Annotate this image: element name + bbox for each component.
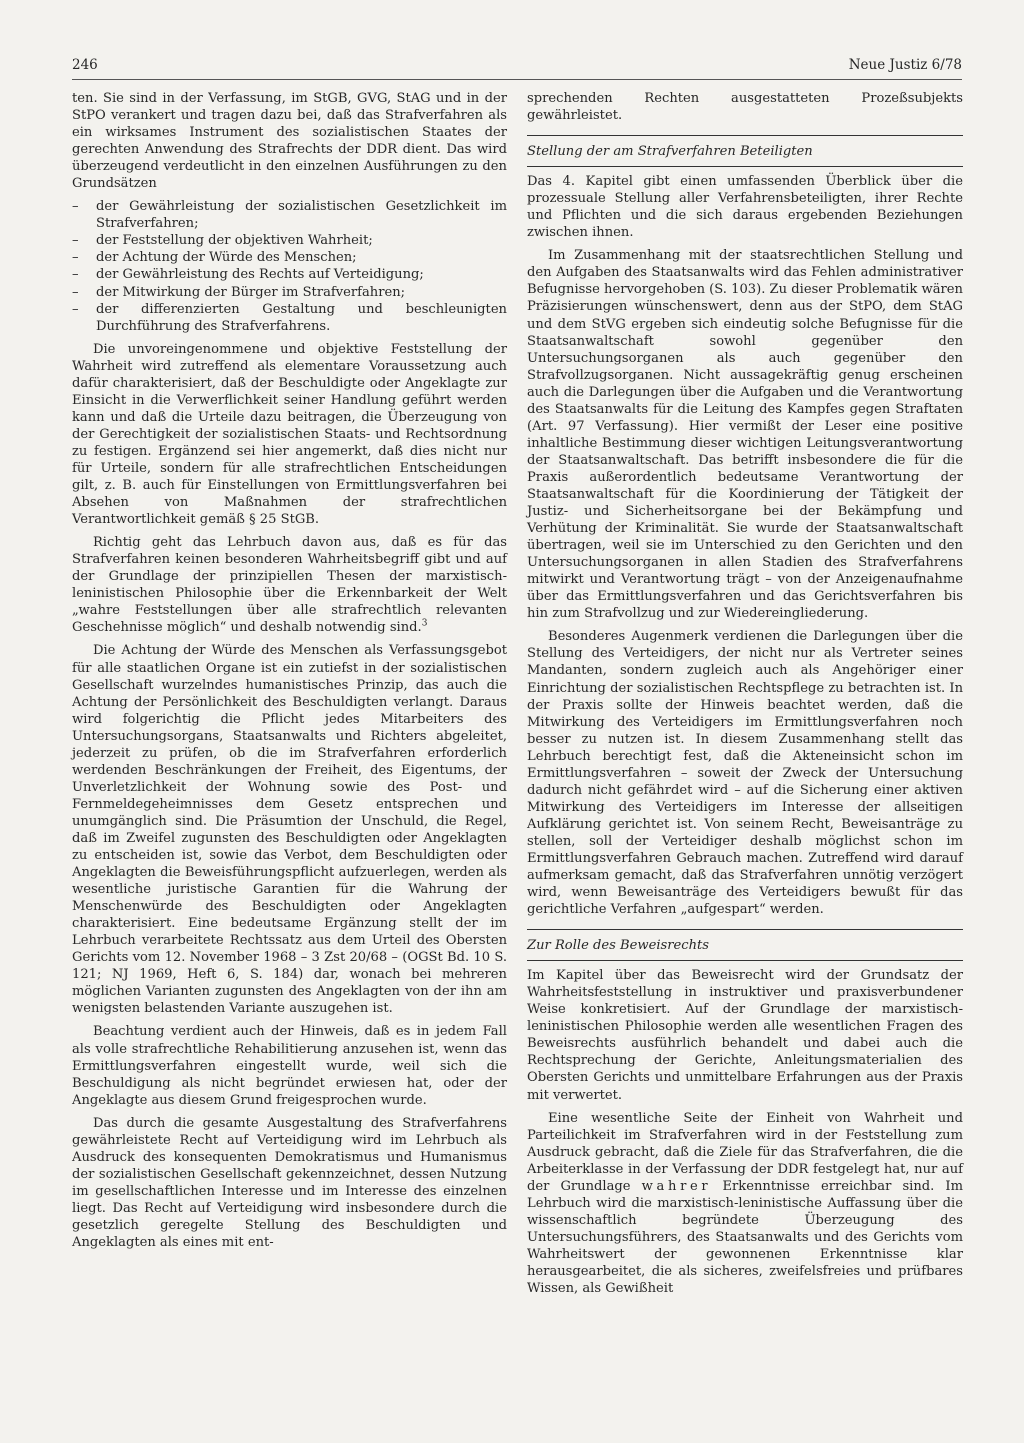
- list-item: – der differenzierten Gestaltung und beschleunigten Durchführung des Strafverfahrens.: [72, 301, 507, 334]
- paragraph: Besonderes Augenmerk verdienen die Darlegungen über die Stellung des Verteidigers, der nicht nur als Vertreter seines Mandanten, sondern zugleich auch als Angehöriger einer Einrichtung der sozialistischen Rechtspflege zu betrachten ist. In der Praxis sollte der Hinweis beachtet werden, daß die Mitwirkung des Verteidigers im Ermittlungsverfahren noch besser zu nutzen ist. In diesem Zusammenhang stellt das Lehrbuch berechtigt fest, daß die Akteneinsicht schon im Ermittlungsverfahren – soweit der Zweck der Untersuchung dadurch nicht gefährdet wird – auf die Sicherung einer aktiven Mitwirkung des Verteidigers im Interesse der allseitigen Aufklärung gerichtet ist. Von seinem Recht, Beweisanträge zu stellen, soll der Verteidiger deshalb möglichst schon im Ermittlungsverfahren Gebrauch machen. Zutreffend wird darauf aufmerksam gemacht, daß das Strafverfahren unnötig verzögert wird, wenn Beweisanträge des Verteidigers bewußt für das gerichtliche Verfahren „aufgespart“ werden.: [527, 629, 963, 918]
- paragraph: Die Achtung der Würde des Menschen als Verfassungsgebot für alle staatlichen Organe ist ein zutiefst in der sozialistischen Gesellschaft wurzelndes humanistisches Prinzip, das auch die Achtung der Persönlichkeit des Beschuldigten verlangt. Daraus wird folgerichtig die Pflicht jedes Mitarbeiters des Untersuchungsorgans, Staatsanwalts und Richters abgeleitet, jederzeit zu prüfen, ob die im Strafverfahren erforderlich werdenden Beschränkungen der Freiheit, des Eigentums, der Unverletzlichkeit der Wohnung sowie des Post- und Fernmeldegeheimnisses dem Gesetz entsprechen und unumgänglich sind. Die Präsumtion der Unschuld, die Regel, daß im Zweifel zugunsten des Beschuldigten oder Angeklagten zu entscheiden ist, sowie das Verbot, dem Beschuldigten oder Angeklagten die Beweisführungspflicht aufzuerlegen, werden als wesentliche juristische Garantien für die Wahrung der Menschenwürde des Beschuldigten oder Angeklagten charakterisiert. Eine bedeutsame Ergänzung stellt der im Lehrbuch verarbeitete Rechtssatz aus dem Urteil des Obersten Gerichts vom 12. November 1968 – 3 Zst 20/68 – (OGSt Bd. 10 S. 121; NJ 1969, Heft 6, S. 184) dar, wonach bei mehreren möglichen Varianten zugunsten des Angeklagten von der ihn am wenigsten belastenden Variante auszugehen ist.: [72, 643, 507, 1017]
- paragraph: Im Zusammenhang mit der staatsrechtlichen Stellung und den Aufgaben des Staatsanwalts wird das Fehlen administrativer Befugnisse hervorgehoben (S. 103). Zu dieser Problematik wären Präzisierungen wünschenswert, denn aus der StPO, dem StAG und dem StVG ergeben sich eindeutig solche Befugnisse für die Staatsanwaltschaft sowohl gegenüber den Untersuchungsorganen als auch gegenüber den Strafvollzugsorganen. Nicht aussagekräftig genug erscheinen auch die Darlegungen über die Aufgaben und die Verantwortung des Staatsanwalts für die Leitung des Kampfes gegen Straftaten (Art. 97 Verfassung). Hier vermißt der Leser eine positive inhaltliche Bestimmung dieser wichtigen Leitungsverantwortung der Staatsanwaltschaft. Das betrifft insbesondere die für die Praxis außerordentlich bedeutsame Verantwortung der Staatsanwaltschaft für die Koordinierung der Tätigkeit der Justiz- und Sicherheitsorgane bei der Bekämpfung und Verhütung der Kriminalität. Sie wurde der Staatsanwaltschaft übertragen, weil sie im Unterschied zu den Gerichten und den Untersuchungsorganen in allen Stadien des Strafverfahrens mitwirkt und Verantwortung trägt – von der Anzeigenaufnahme über das Ermittlungsverfahren und das Gerichtsverfahren bis hin zum Strafvollzug und zur Wiedereingliederung.: [527, 248, 963, 622]
- section-divider: [527, 929, 963, 930]
- section-divider: [527, 135, 963, 136]
- footnote-ref: 3: [421, 619, 428, 630]
- dash-bullet: –: [72, 267, 79, 283]
- paragraph: Das durch die gesamte Ausgestaltung des Strafverfahrens gewährleistete Recht auf Verteidigung wird im Lehrbuch als Ausdruck des konsequenten Demokratismus und Humanismus der sozialistischen Gesellschaft gekennzeichnet, dessen Nutzung im gesellschaftlichen Interesse und im Interesse des einzelnen liegt. Das Recht auf Verteidigung wird insbesondere durch die gesetzlich geregelte Stellung des Beschuldigten und Angeklagten als eines mit ent-: [72, 1115, 507, 1251]
- dash-bullet: –: [72, 301, 79, 317]
- running-header: [72, 57, 962, 80]
- emphasized-word: wahrer: [641, 1178, 712, 1194]
- page-number: 246: [72, 57, 98, 73]
- list-item: – der Feststellung der objektiven Wahrheit;: [72, 233, 373, 249]
- paragraph: Das 4. Kapitel gibt einen umfassenden Überblick über die prozessuale Stellung aller Verfahrensbeteiligten, ihrer Rechte und Pflichten und die sich daraus ergebenden Beziehungen zwischen ihnen.: [527, 174, 963, 241]
- journal-title: Neue Justiz 6/78: [848, 57, 962, 73]
- list-item: – der Gewährleistung der sozialistischen Gesetzlichkeit im Strafverfahren;: [72, 199, 507, 232]
- section-heading: Zur Rolle des Beweisrechts: [527, 937, 963, 961]
- left-column: [72, 90, 507, 1257]
- paragraph: sprechenden Rechten ausgestatteten Prozeßsubjekts gewährleistet.: [527, 91, 963, 124]
- paragraph: ten. Sie sind in der Verfassung, im StGB, GVG, StAG und in der StPO verankert und tragen dazu bei, daß das Strafverfahren als ein wirksames Instrument des sozialistischen Staates der gerechten Anwendung des Strafrechts der DDR dient. Das wird überzeugend verdeutlicht in den einzelnen Ausführungen zu den Grundsätzen: [72, 91, 507, 192]
- dash-bullet: –: [72, 199, 79, 215]
- paragraph: Richtig geht das Lehrbuch davon aus, daß es für das Strafverfahren keinen besonderen Wahrheitsbegriff gibt und auf der Grundlage der prinzipiellen Thesen der marxistisch-leninistischen Philosophie über die Erkennbarkeit der Welt „wahre Feststellungen über alle strafrechtlich relevanten Geschehnisse möglich“ und deshalb notwendig sind.$^3$: [72, 535, 507, 636]
- paragraph: Eine wesentliche Seite der Einheit von Wahrheit und Parteilichkeit im Strafverfahren wird in der Feststellung zum Ausdruck gebracht, daß die Ziele für das Strafverfahren, die die Arbeiterklasse in der Verfassung der DDR festgelegt hat, nur auf der Grundlage wahrer Erkenntnisse erreichbar sind. Im Lehrbuch wird die marxistisch-leninistische Auffassung über die wissenschaftlich begründete Überzeugung des Untersuchungsführers, des Staatsanwalts und des Gerichts vom Wahrheitswert der gewonnenen Erkenntnisse klar herausgearbeitet, die als sicheres, zweifelsfreies und prüfbares Wissen, als Gewißheit: [527, 1110, 963, 1297]
- list-item: – der Mitwirkung der Bürger im Strafverfahren;: [72, 284, 406, 300]
- section-heading: Stellung der am Strafverfahren Beteiligten: [527, 143, 963, 167]
- dash-bullet: –: [72, 233, 79, 249]
- paragraph: Beachtung verdient auch der Hinweis, daß es in jedem Fall als volle strafrechtliche Rehabilitierung anzusehen ist, wenn das Ermittlungsverfahren eingestellt wurde, weil sich die Beschuldigung als nicht begründet erwiesen hat, oder der Angeklagte aus diesem Grund freigesprochen wurde.: [72, 1024, 507, 1108]
- paragraph: Im Kapitel über das Beweisrecht wird der Grundsatz der Wahrheitsfeststellung in instruktiver und praxisverbundener Weise konkretisiert. Auf der Grundlage der marxistisch-leninistischen Philosophie werden alle wesentlichen Fragen des Beweisrechts ausführlich behandelt und dabei auch die Rechtsprechung der Gerichte, Anleitungsmaterialien des Obersten Gerichts und unmittelbare Erfahrungen aus der Praxis mit verwertet.: [527, 968, 963, 1103]
- list-item: – der Gewährleistung des Rechts auf Verteidigung;: [72, 267, 424, 283]
- dash-bullet: –: [72, 284, 79, 300]
- principles-list: [72, 198, 507, 334]
- dash-bullet: –: [72, 250, 79, 266]
- right-column: [527, 90, 963, 1303]
- list-item: – der Achtung der Würde des Menschen;: [72, 250, 357, 266]
- paragraph: Die unvoreingenommene und objektive Feststellung der Wahrheit wird zutreffend als elementare Voraussetzung auch dafür charakterisiert, daß der Beschuldigte oder Angeklagte zur Einsicht in die Verwerflichkeit seiner Handlung geführt werden kann und daß die Urteile dazu beitragen, die Überzeugung von der Gerechtigkeit der sozialistischen Staats- und Rechtsordnung zu festigen. Ergänzend sei hier angemerkt, daß dies nicht nur für Urteile, sondern für alle strafrechtlichen Entscheidungen gilt, z. B. auch für Einstellungen von Ermittlungsverfahren bei Absehen von Maßnahmen der strafrechtlichen Verantwortlichkeit gemäß § 25 StGB.: [72, 341, 507, 528]
